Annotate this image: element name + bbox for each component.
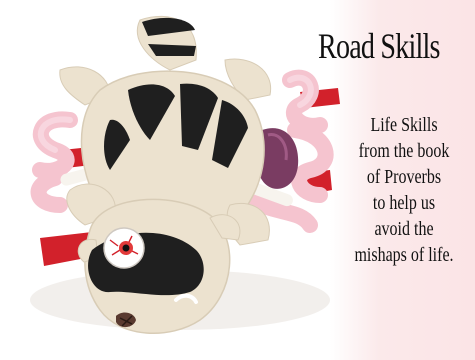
body-line: Life Skills bbox=[370, 114, 438, 136]
body-line: avoid the bbox=[374, 218, 434, 240]
popped-eye bbox=[104, 228, 144, 268]
slide-title: Road Skills bbox=[318, 26, 440, 66]
body-line: from the book bbox=[358, 140, 450, 162]
body-line: of Proverbs bbox=[366, 166, 442, 188]
body-line: mishaps of life. bbox=[354, 244, 454, 266]
body-line: to help us bbox=[372, 192, 436, 214]
slide-body-text bbox=[338, 112, 470, 268]
